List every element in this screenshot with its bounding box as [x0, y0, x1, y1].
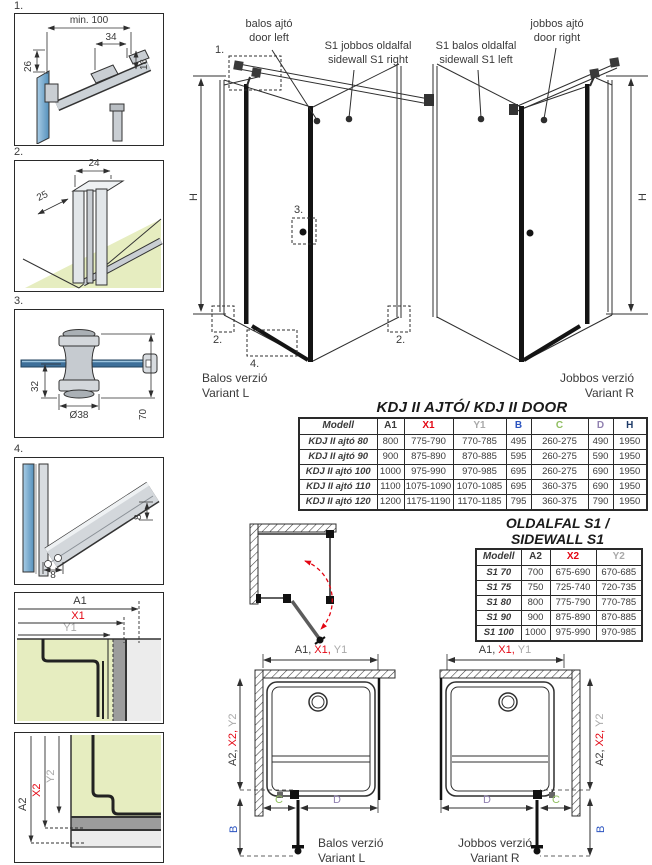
cell: 1000 [377, 465, 404, 480]
table-row [476, 596, 642, 611]
cell: 1000 [521, 626, 550, 642]
dim-26: 26 [23, 60, 34, 72]
callout-2-left: 2. [213, 334, 223, 346]
cell: 260-275 [531, 435, 588, 450]
cell: 1950 [613, 495, 647, 511]
sidewall-table-header-row [476, 549, 642, 566]
door-table-title: KDJ II AJTÓ/ KDJ II DOOR [376, 399, 568, 416]
door-table [298, 417, 648, 511]
table-row [476, 626, 642, 642]
dim-16: 16 [139, 58, 150, 70]
plan-r-x2: X2, [594, 729, 606, 747]
sidewall-title-line1: OLDALFAL S1 / [505, 515, 610, 531]
plan-r-caption-en: Variant R [470, 851, 520, 865]
variant-r-caption-hu: Jobbos verzió [559, 371, 634, 385]
cell: 900 [377, 450, 404, 465]
sidewall-right-label-hu: S1 jobbos oldalfal [324, 40, 412, 52]
cell: 1075-1090 [404, 480, 453, 495]
detail-2-number: 2. [14, 146, 24, 158]
door-table-header-row [299, 418, 647, 435]
cell: 1950 [613, 480, 647, 495]
door-right-label-en: door right [533, 31, 581, 44]
detail-1-box [14, 13, 164, 146]
col-x2: X2 [550, 549, 596, 566]
sidewall-left-label-en: sidewall S1 left [439, 53, 513, 66]
plan-l-side-dim [227, 714, 239, 767]
col-a2: A2 [521, 549, 550, 566]
table-row [299, 495, 647, 511]
cell: 975-990 [550, 626, 596, 642]
plan-r-c-dim: C [552, 794, 560, 806]
plan-r-x1: X1, [498, 644, 515, 656]
cell: 800 [377, 435, 404, 450]
variant-l-caption-en: Variant L [202, 386, 250, 400]
model-cell: KDJ II ajtó 120 [299, 495, 377, 511]
door-left-label [226, 18, 312, 46]
table-row [299, 480, 647, 495]
cell: 800 [521, 596, 550, 611]
cell: 1175-1190 [404, 495, 453, 511]
dim-min-100: min. 100 [69, 15, 109, 26]
door-right-label-hu: jobbos ajtó [530, 18, 584, 30]
plan-l-d-dim: D [333, 794, 341, 806]
cell: 790 [588, 495, 613, 511]
table-row [299, 450, 647, 465]
cell: 875-890 [404, 450, 453, 465]
variant-l-caption-hu: Balos verzió [202, 371, 268, 385]
plan-l-x2: X2, [227, 729, 239, 747]
dim-32: 32 [30, 380, 41, 392]
detail-1-number: 1. [14, 0, 24, 12]
label-a2: A2 [17, 797, 29, 811]
dim-8-height: 8 [133, 514, 144, 520]
plan-r-d-dim: D [483, 794, 491, 806]
h-dim-left: H [188, 193, 200, 201]
detail-4-number: 4. [14, 443, 24, 455]
cell: 775-790 [404, 435, 453, 450]
plan-l-y1: Y1 [333, 644, 348, 656]
plan-l-c-dim: C [275, 794, 283, 806]
plan-l-caption-hu: Balos verzió [318, 836, 384, 850]
label-y1: Y1 [63, 622, 77, 634]
model-cell: KDJ II ajtó 90 [299, 450, 377, 465]
label-y2: Y2 [45, 769, 57, 783]
plan-l-caption [318, 836, 383, 865]
col-b: B [506, 418, 531, 435]
cell: 260-275 [531, 450, 588, 465]
cell: 260-275 [531, 465, 588, 480]
cell: 900 [521, 611, 550, 626]
model-cell: S1 90 [476, 611, 521, 626]
col-c: C [531, 418, 588, 435]
cell: 725-740 [550, 581, 596, 596]
plan-l-top-dim [271, 644, 371, 657]
detail-2-box [14, 160, 164, 292]
callout-3: 3. [294, 204, 304, 216]
table-row [476, 581, 642, 596]
plan-l-a1: A1, [294, 644, 312, 656]
door-swing-plan [250, 524, 336, 644]
cell: 1170-1185 [453, 495, 506, 511]
plan-r-a1: A1, [478, 644, 496, 656]
model-cell: S1 70 [476, 566, 521, 581]
model-cell: KDJ II ajtó 110 [299, 480, 377, 495]
section-a1-box [14, 592, 164, 724]
cell: 750 [521, 581, 550, 596]
detail-1-drawing [15, 14, 163, 144]
plan-r-caption-hu: Jobbos verzió [457, 836, 533, 850]
sidewall-left-label-hu: S1 balos oldalfal [435, 40, 517, 52]
cell: 360-375 [531, 480, 588, 495]
sidewall-right-label [312, 40, 424, 68]
cell: 795 [506, 495, 531, 511]
variant-r-caption-en: Variant R [584, 386, 634, 400]
cell: 970-985 [453, 465, 506, 480]
cell: 495 [506, 435, 531, 450]
table-row [299, 435, 647, 450]
cell: 595 [506, 450, 531, 465]
variant-l-drawing [220, 64, 429, 361]
sidewall-right-label-en: sidewall S1 right [327, 53, 409, 66]
callout-2-right: 2. [396, 334, 406, 346]
cell: 695 [506, 465, 531, 480]
plan-r-caption [435, 836, 555, 865]
plan-l-a2: A2, [227, 749, 239, 766]
dim-25: 25 [35, 189, 50, 204]
cell: 770-785 [453, 435, 506, 450]
door-left-label-hu: balos ajtó [245, 18, 293, 30]
col-a1: A1 [377, 418, 404, 435]
h-dim-right: H [637, 193, 649, 201]
cell: 970-985 [596, 626, 642, 642]
col-y1: Y1 [453, 418, 506, 435]
sidewall-title-line2: SIDEWALL S1 [510, 531, 605, 548]
cell: 870-885 [596, 611, 642, 626]
sidewall-left-label [420, 40, 532, 68]
cell: 690 [588, 465, 613, 480]
col-modell: Modell [476, 549, 521, 566]
table-row [299, 465, 647, 480]
label-x2: X2 [31, 783, 43, 797]
col-d: D [588, 418, 613, 435]
cell: 870-885 [453, 450, 506, 465]
sidewall-table-title [465, 515, 650, 547]
label-a1: A1 [73, 595, 87, 607]
sidewall-table [475, 548, 643, 642]
detail-3-number: 3. [14, 295, 24, 307]
cell: 690 [588, 480, 613, 495]
dim-34: 34 [105, 32, 117, 43]
cell: 1070-1085 [453, 480, 506, 495]
dim-70: 70 [138, 408, 149, 420]
plan-r-y2: Y2 [594, 713, 606, 727]
cell: 1200 [377, 495, 404, 511]
callout-4: 4. [250, 358, 260, 370]
dim-24: 24 [88, 158, 100, 169]
callout-1: 1. [215, 44, 225, 56]
model-cell: S1 80 [476, 596, 521, 611]
detail-4-box [14, 457, 164, 585]
model-cell: S1 100 [476, 626, 521, 642]
plan-l-caption-en: Variant L [318, 851, 366, 865]
cell: 1100 [377, 480, 404, 495]
model-cell: KDJ II ajtó 100 [299, 465, 377, 480]
detail-2-drawing [15, 161, 163, 290]
cell: 875-890 [550, 611, 596, 626]
cell: 770-785 [596, 596, 642, 611]
cell: 775-790 [550, 596, 596, 611]
dim-38: Ø38 [69, 410, 89, 421]
plan-l-x1: X1, [314, 644, 331, 656]
col-x1: X1 [404, 418, 453, 435]
cell: 1950 [613, 465, 647, 480]
variant-r-caption [524, 371, 634, 401]
plan-r [440, 654, 590, 856]
cell: 1950 [613, 435, 647, 450]
plan-r-y1: Y1 [517, 644, 532, 656]
dim-8-width: 8 [50, 570, 56, 581]
cell: 590 [588, 450, 613, 465]
table-row [476, 611, 642, 626]
plan-l-b-dim: B [228, 825, 240, 833]
cell: 675-690 [550, 566, 596, 581]
label-x1: X1 [71, 610, 85, 622]
plan-r-b-dim: B [595, 825, 607, 833]
plan-l-y2: Y2 [227, 713, 239, 727]
plan-r-a2: A2, [594, 749, 606, 766]
plan-r-top-dim [455, 644, 555, 657]
detail-4-drawing [15, 458, 163, 583]
section-a2-drawing [15, 733, 163, 861]
cell: 490 [588, 435, 613, 450]
cell: 1950 [613, 450, 647, 465]
plan-l [240, 654, 395, 856]
col-modell: Modell [299, 418, 377, 435]
detail-3-box [14, 309, 164, 438]
cell: 670-685 [596, 566, 642, 581]
cell: 720-735 [596, 581, 642, 596]
door-left-label-en: door left [249, 31, 289, 44]
cell: 360-375 [531, 495, 588, 511]
table-row [476, 566, 642, 581]
cell: 695 [506, 480, 531, 495]
model-cell: S1 75 [476, 581, 521, 596]
cell: 975-990 [404, 465, 453, 480]
cell: 700 [521, 566, 550, 581]
col-y2: Y2 [596, 549, 642, 566]
plan-r-side-dim [594, 714, 606, 767]
col-h: H [613, 418, 647, 435]
section-a2-box [14, 732, 164, 863]
model-cell: KDJ II ajtó 80 [299, 435, 377, 450]
variant-l-caption [202, 371, 267, 401]
